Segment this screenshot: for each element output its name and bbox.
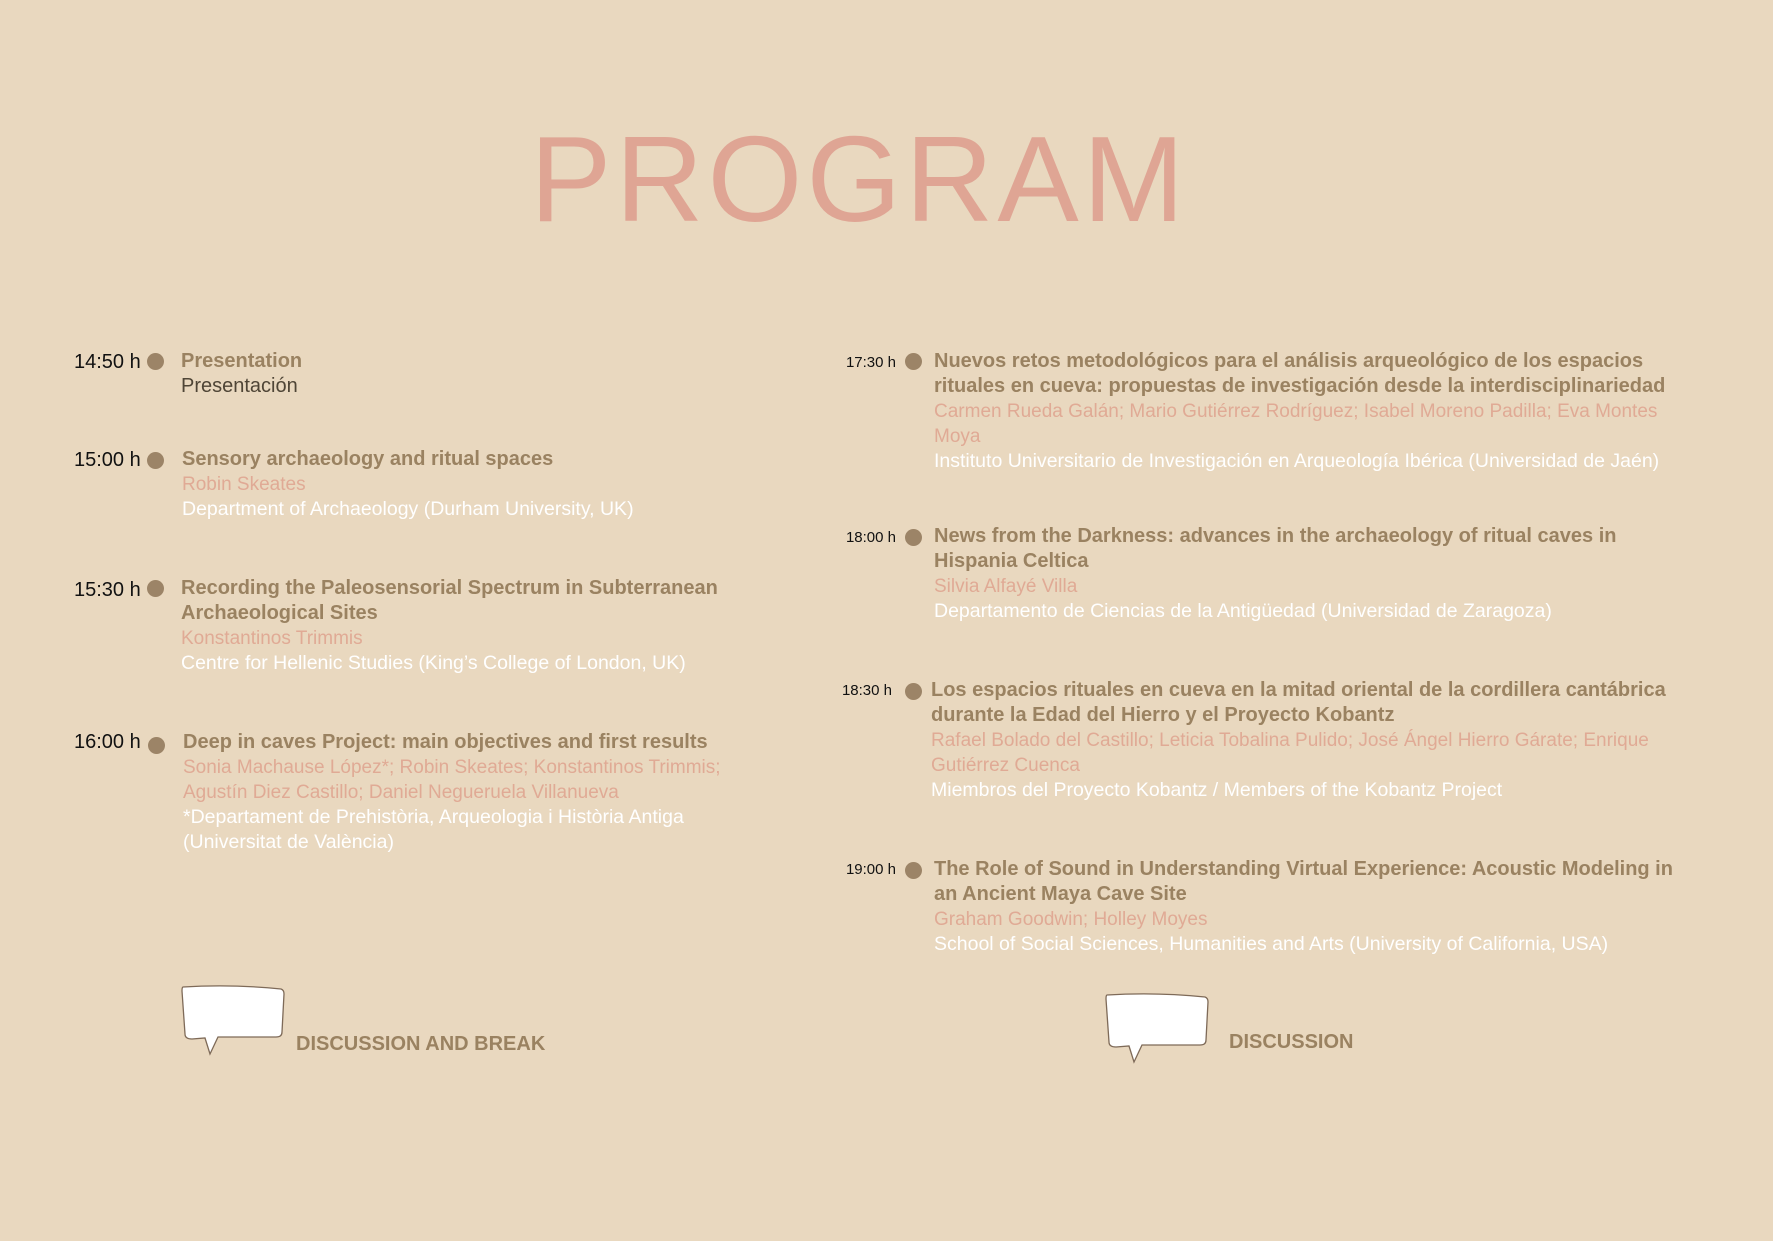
session-authors: Konstantinos Trimmis: [181, 628, 363, 649]
session-entry: [934, 524, 1674, 624]
session-entry: [934, 857, 1694, 957]
session-title: News from the Darkness: advances in the archaeology of ritual caves in Hispania Celtica: [934, 525, 1617, 572]
speech-bubble-icon: [1104, 992, 1210, 1064]
session-entry: [934, 349, 1694, 474]
session-time: 17:30 h: [845, 354, 896, 371]
speech-bubble-icon: [180, 984, 286, 1056]
timeline-dot-icon: [147, 580, 164, 597]
session-entry: [183, 730, 748, 855]
session-time: 15:00 h: [74, 449, 141, 471]
session-time: 14:50 h: [74, 351, 141, 373]
session-authors: Robin Skeates: [182, 474, 306, 495]
session-authors: Rafael Bolado del Castillo; Leticia Tobalina Pulido; José Ángel Hierro Gárate; Enrique Gutiérrez Cuenca: [931, 730, 1649, 776]
session-title: Deep in caves Project: main objectives and first results: [183, 731, 708, 753]
session-entry: [181, 349, 761, 399]
session-title: Presentation: [181, 350, 303, 372]
timeline-dot-icon: [147, 452, 164, 469]
session-title: Recording the Paleosensorial Spectrum in Subterranean Archaeological Sites: [181, 577, 718, 624]
session-title: Sensory archaeology and ritual spaces: [182, 448, 554, 470]
session-time: 18:30 h: [841, 682, 892, 699]
session-institution: *Departament de Prehistòria, Arqueologia i Història Antiga (Universitat de València): [183, 806, 684, 853]
session-institution: Department of Archaeology (Durham University, UK): [182, 498, 634, 520]
session-title: Nuevos retos metodológicos para el análisis arqueológico de los espacios rituales en cueva: propuestas de investigación desde la interdisciplinariedad: [934, 350, 1666, 397]
timeline-dot-icon: [148, 737, 165, 754]
timeline-dot-icon: [905, 862, 922, 879]
session-institution: Instituto Universitario de Investigación en Arqueología Ibérica (Universidad de Jaén): [934, 450, 1660, 472]
session-time: 16:00 h: [74, 731, 141, 753]
session-institution: School of Social Sciences, Humanities and Arts (University of California, USA): [934, 933, 1609, 955]
session-title: Los espacios rituales en cueva en la mitad oriental de la cordillera cantábrica durante la Edad del Hierro y el Proyecto Kobantz: [931, 679, 1666, 726]
session-time: 18:00 h: [845, 529, 896, 546]
session-institution: Departamento de Ciencias de la Antigüedad (Universidad de Zaragoza): [934, 600, 1552, 622]
session-authors: Sonia Machause López*; Robin Skeates; Konstantinos Trimmis; Agustín Diez Castillo; Daniel Negueruela Villanueva: [183, 757, 721, 803]
timeline-dot-icon: [905, 529, 922, 546]
session-authors: Silvia Alfayé Villa: [934, 576, 1078, 597]
session-time: 15:30 h: [74, 579, 141, 601]
timeline-dot-icon: [147, 353, 164, 370]
session-time: 19:00 h: [845, 861, 896, 878]
session-authors: Carmen Rueda Galán; Mario Gutiérrez Rodríguez; Isabel Moreno Padilla; Eva Montes Moya: [934, 401, 1658, 447]
session-subtitle: Presentación: [181, 375, 298, 397]
session-authors: Graham Goodwin; Holley Moyes: [934, 909, 1208, 930]
session-institution: Miembros del Proyecto Kobantz / Members of the Kobantz Project: [931, 779, 1503, 801]
session-institution: Centre for Hellenic Studies (King’s College of London, UK): [181, 652, 686, 674]
session-entry: [181, 576, 761, 676]
session-entry: [182, 447, 762, 522]
discussion-label: DISCUSSION: [1229, 1031, 1354, 1053]
session-entry: [931, 678, 1691, 803]
timeline-dot-icon: [905, 683, 922, 700]
session-title: The Role of Sound in Understanding Virtual Experience: Acoustic Modeling in an Ancient Maya Cave Site: [934, 858, 1673, 905]
discussion-break-label: DISCUSSION AND BREAK: [296, 1033, 546, 1055]
timeline-dot-icon: [905, 353, 922, 370]
page-title: PROGRAM: [530, 111, 1189, 247]
